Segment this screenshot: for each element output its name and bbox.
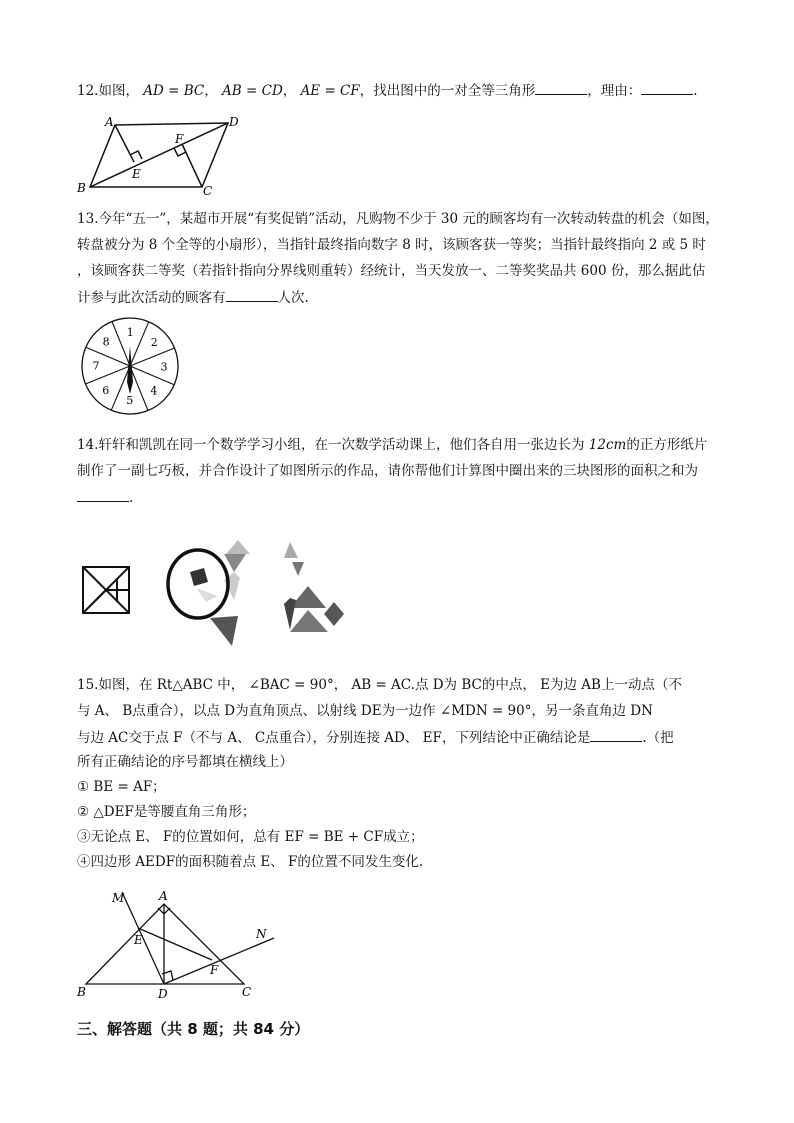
q13-sector-number: 8 xyxy=(102,335,110,349)
q15-ray-dm xyxy=(122,892,164,984)
q14-figure-person xyxy=(168,540,250,646)
q15-text-a: 与边 AC交于点 F（不与 A、 C点重合），分别连接 AD、 EF，下列结论中正确结论是 xyxy=(77,730,591,746)
q12-diagonal-bd xyxy=(90,123,228,187)
q13-sector-number: 1 xyxy=(126,326,134,340)
q15-option-1: ① BE = AF； xyxy=(77,779,166,795)
q13-sector-number: 5 xyxy=(126,393,134,407)
q12-label-d: D xyxy=(229,115,239,129)
q14-figure-right xyxy=(284,542,344,632)
q14-text-a: 14.轩轩和凯凯在同一个数学学习小组，在一次数学活动课上，他们各自用一张边长为 xyxy=(77,437,585,453)
q12-perp-cf xyxy=(182,144,202,187)
q13-sector-number: 4 xyxy=(150,384,158,398)
q13-line-2: 转盘被分为 8 个全等的小扇形），当指针最终指向数字 8 时，该顾客获一等奖；当指针最终指向 2 或 5 时 xyxy=(77,237,706,253)
q12-cond1: AD = BC xyxy=(143,83,205,99)
q12-text: 12.如图， AD = BC， AB = CD， AE = CF，找出图中的一对全等三角形 ，理由： . xyxy=(77,80,698,101)
q15-label-n: N xyxy=(256,927,267,941)
q14-side-length: 12cm xyxy=(588,437,627,453)
q12-answer-blank-2[interactable] xyxy=(641,80,693,95)
q15-ray-dn xyxy=(164,938,274,984)
q14-line-2: 制作了一副七巧板，并合作设计了如图所示的作品，请你帮他们计算图中圈出来的三块图形的面积之和为 xyxy=(77,463,698,479)
q12-ask: ，找出图中的一对全等三角形 xyxy=(359,83,536,99)
q12-period: . xyxy=(693,83,698,99)
q13-sector-number: 7 xyxy=(92,359,100,373)
q15-segment-ef xyxy=(138,928,212,960)
q15-line-2: 与 A、 B点重合），以点 D为直角顶点、以射线 DE为一边作 ∠MDN = 90°，另一条直角边 DN xyxy=(77,703,653,719)
q13-answer-blank[interactable] xyxy=(226,287,278,302)
q13-ask: 计参与此次活动的顾客有 xyxy=(77,290,226,306)
q15-label-m: M xyxy=(112,891,125,905)
q12-label-c: C xyxy=(203,184,213,197)
q12-perp-ae xyxy=(115,125,134,162)
q15-label-a: A xyxy=(159,889,168,903)
q13-line-3: ，该顾客获二等奖（若指针指向分界线则重转）经统计，当天发放一、二等奖奖品共 600 份，那么据此估 xyxy=(77,263,706,279)
q13-sector-number: 6 xyxy=(102,383,110,397)
q13-spinner-wheel xyxy=(78,314,182,418)
q15-option-3: ③无论点 E、 F的位置如何，总有 EF = BE + CF成立； xyxy=(77,829,424,845)
q15-label-f: F xyxy=(210,963,219,977)
q12-figure xyxy=(72,112,252,197)
q15-figure xyxy=(72,888,282,1003)
q12-prefix: 12.如图， xyxy=(77,83,139,99)
q15-label-e: E xyxy=(134,933,143,947)
q15-text-b: .（把 xyxy=(642,730,674,746)
q14-text-b: 的正方形纸片 xyxy=(626,437,708,453)
q12-cond2: AB = CD xyxy=(222,83,283,99)
q15-line-3 xyxy=(77,727,674,748)
q14-answer-blank[interactable] xyxy=(77,487,129,502)
q14-circled-square xyxy=(190,568,208,586)
q13-line-1: 13.今年“五一”，某超市开展“有奖促销”活动，凡购物不少于 30 元的顾客均有一次转动转盘的机会（如图， xyxy=(77,211,719,227)
q14-tangram-square xyxy=(83,567,129,613)
q14-line-1 xyxy=(77,435,707,455)
q13-line-4 xyxy=(77,287,309,308)
section-title: 三、解答题（共 8 题；共 84 分） xyxy=(77,1020,310,1038)
q13-sector-number: 3 xyxy=(160,360,168,374)
q15-label-d: D xyxy=(158,987,168,1001)
q12-answer-blank-1[interactable] xyxy=(535,80,587,95)
q12-label-e: E xyxy=(132,167,141,181)
q12-label-a: A xyxy=(105,115,114,129)
q15-label-c: C xyxy=(242,985,252,999)
q15-label-b: B xyxy=(77,985,86,999)
q15-option-2: ② △DEF是等腰直角三角形； xyxy=(77,804,256,820)
q13-sector-number: 2 xyxy=(150,336,158,350)
q15-answer-blank[interactable] xyxy=(590,727,642,742)
q12-cond3: AE = CF xyxy=(300,83,360,99)
q14-period: . xyxy=(129,490,134,506)
q14-tangram-figure xyxy=(78,540,368,650)
q12-label-f: F xyxy=(175,132,184,146)
q15-line-1: 15.如图，在 Rt△ABC 中， ∠BAC = 90°， AB = AC.点 D为 BC的中点， E为边 AB上一动点（不 xyxy=(77,677,682,693)
q14-line-3 xyxy=(77,487,133,508)
q12-reason-label: ，理由： xyxy=(587,83,642,99)
q13-unit: 人次. xyxy=(277,290,309,306)
q15-option-4: ④四边形 AEDF的面积随着点 E、 F的位置不同发生变化. xyxy=(77,854,424,870)
q12-label-b: B xyxy=(77,181,86,195)
q15-triangle-abc xyxy=(86,904,244,984)
q15-line-4: 所有正确结论的序号都填在横线上） xyxy=(77,754,293,770)
